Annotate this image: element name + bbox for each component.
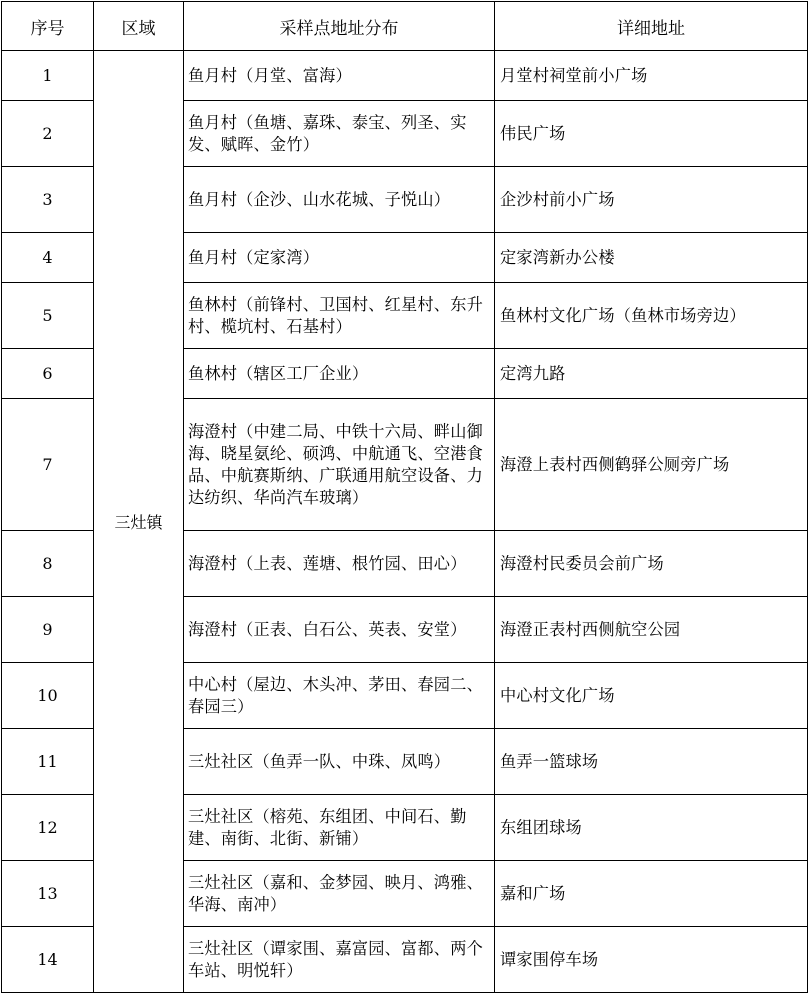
row-detail: 谭家围停车场 — [495, 927, 808, 993]
row-index: 6 — [2, 349, 94, 399]
row-detail: 东组团球场 — [495, 795, 808, 861]
row-index: 1 — [2, 51, 94, 101]
row-site: 海澄村（正表、白石公、英表、安堂） — [184, 597, 495, 663]
row-detail: 定家湾新办公楼 — [495, 233, 808, 283]
row-detail: 伟民广场 — [495, 101, 808, 167]
row-index: 14 — [2, 927, 94, 993]
row-site: 三灶社区（谭家围、嘉富园、富都、两个车站、明悦轩） — [184, 927, 495, 993]
row-index: 2 — [2, 101, 94, 167]
row-detail: 定湾九路 — [495, 349, 808, 399]
row-site: 三灶社区（嘉和、金梦园、映月、鸿雅、华海、南冲） — [184, 861, 495, 927]
header-sites: 采样点地址分布 — [184, 2, 495, 51]
row-index: 11 — [2, 729, 94, 795]
row-detail: 海澄正表村西侧航空公园 — [495, 597, 808, 663]
table-row — [2, 51, 808, 101]
row-detail: 嘉和广场 — [495, 861, 808, 927]
row-site: 三灶社区（榕苑、东组团、中间石、勤建、南街、北街、新铺） — [184, 795, 495, 861]
row-index: 10 — [2, 663, 94, 729]
row-index: 7 — [2, 399, 94, 531]
row-site: 三灶社区（鱼弄一队、中珠、凤鸣） — [184, 729, 495, 795]
row-site: 中心村（屋边、木头冲、茅田、春园二、春园三） — [184, 663, 495, 729]
row-site: 鱼林村（辖区工厂企业） — [184, 349, 495, 399]
header-detail: 详细地址 — [495, 2, 808, 51]
row-index: 13 — [2, 861, 94, 927]
region-cell: 三灶镇 — [94, 51, 184, 993]
row-detail: 月堂村祠堂前小广场 — [495, 51, 808, 101]
row-detail: 企沙村前小广场 — [495, 167, 808, 233]
row-detail: 鱼林村文化广场（鱼林市场旁边） — [495, 283, 808, 349]
header-region: 区域 — [94, 2, 184, 51]
row-site: 鱼月村（鱼塘、嘉珠、泰宝、列圣、实发、赋晖、金竹） — [184, 101, 495, 167]
row-index: 8 — [2, 531, 94, 597]
row-index: 3 — [2, 167, 94, 233]
row-site: 海澄村（上表、莲塘、根竹园、田心） — [184, 531, 495, 597]
row-site: 鱼月村（月堂、富海） — [184, 51, 495, 101]
row-site: 鱼月村（企沙、山水花城、子悦山） — [184, 167, 495, 233]
row-index: 4 — [2, 233, 94, 283]
row-detail: 海澄上表村西侧鹤驿公厕旁广场 — [495, 399, 808, 531]
row-detail: 鱼弄一篮球场 — [495, 729, 808, 795]
header-row — [2, 2, 808, 51]
row-index: 9 — [2, 597, 94, 663]
row-index: 12 — [2, 795, 94, 861]
sampling-sites-table — [1, 1, 808, 993]
header-index: 序号 — [2, 2, 94, 51]
row-detail: 中心村文化广场 — [495, 663, 808, 729]
row-site: 鱼月村（定家湾） — [184, 233, 495, 283]
row-site: 海澄村（中建二局、中铁十六局、畔山御海、晓星氨纶、硕鸿、中航通飞、空港食品、中航赛斯纳、广联通用航空设备、力达纺织、华尚汽车玻璃） — [184, 399, 495, 531]
row-index: 5 — [2, 283, 94, 349]
row-detail: 海澄村民委员会前广场 — [495, 531, 808, 597]
row-site: 鱼林村（前锋村、卫国村、红星村、东升村、榄坑村、石基村） — [184, 283, 495, 349]
